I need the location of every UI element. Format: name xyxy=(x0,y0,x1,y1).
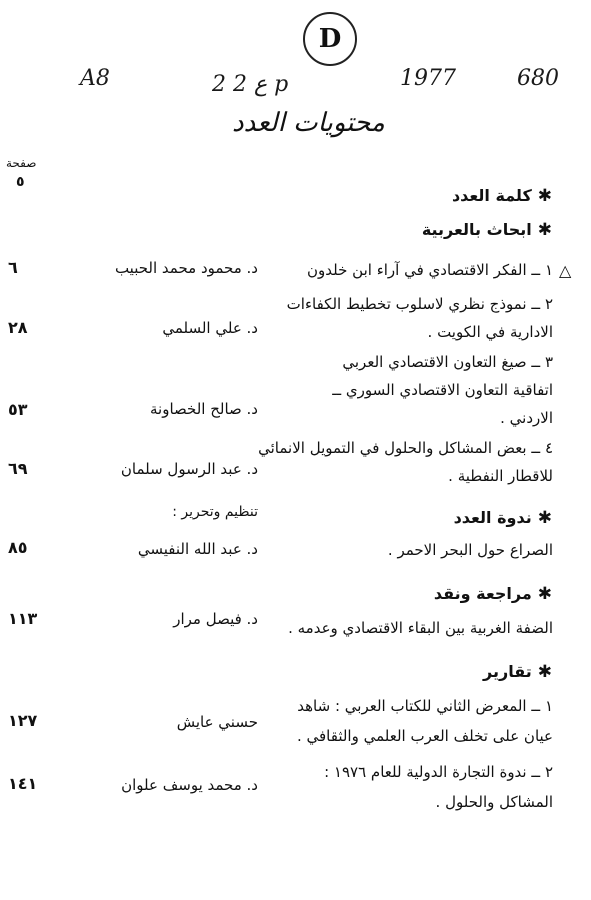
toc-entry-page: ٨٥ xyxy=(8,538,28,557)
toc-entry-title: ١ ــ المعرض الثاني للكتاب العربي : شاهد xyxy=(297,697,553,715)
toc-entry-title: ٢ ــ ندوة التجارة الدولية للعام ١٩٧٦ : xyxy=(324,763,553,781)
section-editorial: ✱كلمة العدد xyxy=(451,186,552,206)
section-symposium: ✱ندوة العدد xyxy=(453,508,552,528)
code-left: A8 xyxy=(80,66,110,91)
toc-entry-page: ٥٣ xyxy=(8,400,28,419)
toc-entry-author: د. محمد يوسف علوان xyxy=(121,776,258,794)
star-icon: ✱ xyxy=(537,220,552,240)
toc-entry-author: د. محمود محمد الحبيب xyxy=(114,259,258,277)
star-icon: ✱ xyxy=(537,186,552,206)
star-icon: ✱ xyxy=(537,508,552,528)
editor-note: تنظيم وتحرير : xyxy=(172,504,258,520)
code-right: 680 xyxy=(517,66,559,91)
toc-entry-title: الصراع حول البحر الاحمر . xyxy=(387,541,553,559)
toc-entry-title-cont: المشاكل والحلول . xyxy=(435,793,553,811)
toc-entry-title: ٢ ــ نموذج نظري لاسلوب تخطيط الكفاءات xyxy=(286,295,553,313)
toc-entry-title-cont: الاردني . xyxy=(500,409,553,427)
toc-entry-title-cont: عيان على تخلف العرب العلمي والثقافي . xyxy=(296,727,553,745)
toc-entry-page: ١١٣ xyxy=(8,609,38,628)
toc-entry-title: ١ ــ الفكر الاقتصادي في آراء ابن خلدون xyxy=(307,261,553,279)
code-mid: 2 ع 2 p xyxy=(212,72,289,97)
toc-entry-page: ٦ xyxy=(8,258,18,277)
toc-entry-author: د. فيصل مرار xyxy=(173,610,258,628)
toc-entry-page: ٢٨ xyxy=(8,318,28,337)
toc-entry-title-cont: الادارية في الكويت . xyxy=(427,323,553,341)
year-note: 1977 xyxy=(400,66,456,91)
toc-entry-page: ٦٩ xyxy=(8,459,28,478)
section-research: ✱ابحاث بالعربية xyxy=(421,220,552,240)
toc-entry-title-cont: اتفاقية التعاون الاقتصادي السوري ــ xyxy=(332,381,553,399)
section-reports: ✱تقارير xyxy=(483,662,552,682)
toc-entry-title: ٣ ــ صيغ التعاون الاقتصادي العربي xyxy=(342,353,553,371)
toc-entry-page: ١٢٧ xyxy=(8,711,38,730)
toc-entry-title-cont: للاقطار النفطية . xyxy=(448,467,553,485)
toc-entry-author: د. عبد الله النفيسي xyxy=(137,540,258,558)
page-column-label: صفحة xyxy=(6,156,37,170)
toc-entry-author: حسني عايش xyxy=(176,713,258,731)
star-icon: ✱ xyxy=(537,662,552,682)
toc-entry-title: ٤ ــ بعض المشاكل والحلول في التمويل الانمائي xyxy=(258,439,553,457)
toc-entry-page: ١٤١ xyxy=(8,774,38,793)
library-stamp: D xyxy=(303,12,357,66)
toc-entry-author: د. عبد الرسول سلمان xyxy=(120,460,258,478)
toc-entry-author: د. علي السلمي xyxy=(162,319,258,337)
page-title: محتويات العدد xyxy=(232,108,385,138)
star-icon: ✱ xyxy=(537,584,552,604)
toc-entry-title: الضفة الغربية بين البقاء الاقتصادي وعدمه . xyxy=(288,619,553,637)
section-review: ✱مراجعة ونقد xyxy=(433,584,552,604)
toc-entry-author: د. صالح الخصاونة xyxy=(149,400,258,418)
triangle-mark-icon: △ xyxy=(559,261,572,280)
page-num-intro: ٥ xyxy=(16,174,25,190)
